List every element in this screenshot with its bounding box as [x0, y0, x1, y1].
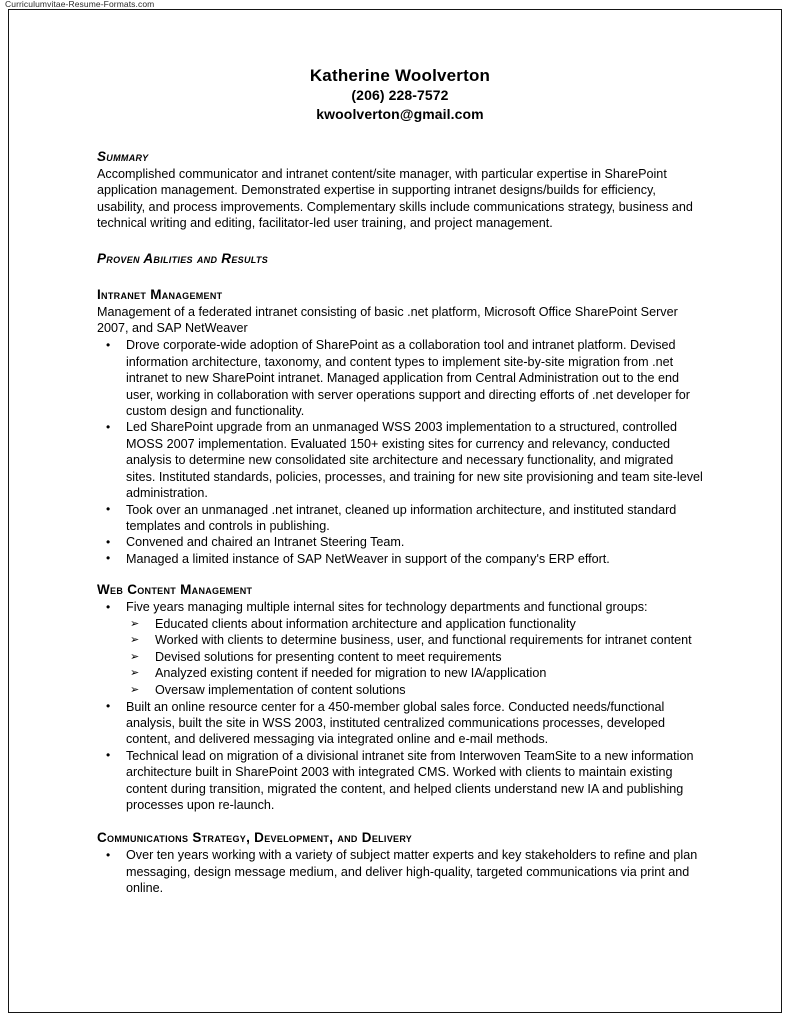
list-item-text: Over ten years working with a variety of subject matter experts and key stakeholders to refine and plan messaging, design message medium, and deliver high-quality, targeted communications via print and online. [126, 848, 698, 896]
arrow-bullet-icon: ➢ [130, 682, 140, 696]
communications-bullet-list [97, 847, 703, 896]
web-content-management-heading: Web Content Management [97, 582, 253, 598]
list-item-text: Educated clients about information architecture and application functionality [155, 616, 576, 631]
resume-header [97, 65, 703, 124]
list-item [126, 616, 703, 633]
bullet-icon: • [106, 599, 111, 614]
section-communications [97, 829, 703, 896]
section-intranet-management [97, 286, 703, 568]
arrow-bullet-icon: ➢ [130, 666, 140, 680]
list-item [126, 632, 703, 649]
intranet-management-bullet-list [97, 337, 703, 567]
communications-heading: Communications Strategy, Development, and Delivery [97, 830, 413, 846]
list-item [97, 847, 703, 896]
list-item [97, 699, 703, 748]
summary-heading: Summary [97, 149, 149, 164]
list-item-text: Led SharePoint upgrade from an unmanaged WSS 2003 implementation to a structured, controlled MOSS 2007 implementation. Evaluated 150+ existing sites for currency and relevancy, conducted analysis to determine new consolidated site architecture and necessary functionality, and migrated sites. Instituted standards, policies, processes, and training for new site provisioning and team site-level administration. [126, 420, 703, 501]
bullet-icon: • [106, 748, 111, 763]
bullet-icon: • [106, 337, 111, 352]
list-item-text: Analyzed existing content if needed for migration to new IA/application [155, 666, 547, 681]
site-watermark: Curriculumvitae-Resume-Formats.com [5, 0, 155, 9]
list-item-text: Technical lead on migration of a divisional intranet site from Interwoven TeamSite to a new information architecture built in SharePoint 2003 with integrated CMS. Worked with clients to maintain existing content during transition, migrated the content, and helped clients understand new IA and publishing processes upon re-launch. [126, 748, 694, 812]
arrow-bullet-icon: ➢ [130, 616, 140, 630]
bullet-icon: • [106, 502, 111, 516]
list-item [126, 665, 703, 682]
bullet-icon: • [106, 699, 111, 713]
list-item-text: Drove corporate-wide adoption of SharePoint as a collaboration tool and intranet platform. Devised information architecture, taxonomy, and content types to implement site-by-site migration from .net intranet to new SharePoint intranet. Managed application from Central Administration out to the end user, working in collaboration with server operations support and directing efforts of .net developer for custom design and functionality. [126, 338, 691, 419]
list-item-text: Convened and chaired an Intranet Steering Team. [126, 535, 405, 550]
list-item-text: Managed a limited instance of SAP NetWeaver in support of the company's ERP effort. [126, 551, 610, 566]
proven-abilities-heading: Proven Abilities and Results [97, 250, 268, 266]
list-item [97, 502, 703, 535]
list-item-text: Took over an unmanaged .net intranet, cleaned up information architecture, and instituted standard templates and controls in publishing. [126, 502, 677, 533]
bullet-icon: • [106, 551, 111, 566]
list-item [97, 419, 703, 501]
list-item-text: Built an online resource center for a 450-member global sales force. Conducted needs/functional analysis, built the site in WSS 2003, instituted centralized communications processes, developed content, and delivered messaging via integrated online and e-mail methods. [126, 699, 666, 747]
intranet-management-heading: Intranet Management [97, 286, 223, 302]
list-item [126, 682, 703, 699]
list-item [97, 599, 703, 698]
list-item-text: Worked with clients to determine business, user, and functional requirements for intranet content [155, 633, 692, 648]
arrow-bullet-icon: ➢ [130, 633, 140, 647]
candidate-phone: (206) 228-7572 [351, 87, 449, 103]
intranet-management-intro: Management of a federated intranet consisting of basic .net platform, Microsoft Office SharePoint Server 2007, and SAP NetWeaver [97, 304, 678, 336]
bullet-icon: • [106, 847, 111, 862]
section-web-content-management [97, 581, 703, 813]
list-item [97, 748, 703, 814]
arrow-bullet-icon: ➢ [130, 649, 140, 663]
list-item-text: Five years managing multiple internal sites for technology departments and functional groups: [126, 600, 648, 615]
list-item [126, 649, 703, 666]
section-summary [97, 148, 703, 232]
candidate-email: kwoolverton@gmail.com [316, 106, 484, 122]
list-item [97, 551, 703, 567]
section-proven-abilities [97, 250, 703, 267]
list-item [97, 337, 703, 419]
resume-content [9, 10, 781, 1012]
list-item [97, 534, 703, 550]
summary-body: Accomplished communicator and intranet content/site manager, with particular expertise in SharePoint application management. Demonstrated expertise in supporting intranet designs/builds for efficiency, usability, and process improvements. Complementary skills include communications strategy, business and technical writing and editing, facilitator-led user training, and project management. [97, 167, 693, 231]
bullet-icon: • [106, 534, 111, 549]
list-item-text: Devised solutions for presenting content to meet requirements [155, 649, 502, 664]
web-content-management-sub-list [126, 616, 703, 699]
web-content-management-bullet-list [97, 599, 703, 813]
resume-page [8, 9, 782, 1013]
bullet-icon: • [106, 419, 111, 434]
candidate-name: Katherine Woolverton [309, 66, 491, 85]
list-item-text: Oversaw implementation of content solutions [155, 682, 406, 697]
